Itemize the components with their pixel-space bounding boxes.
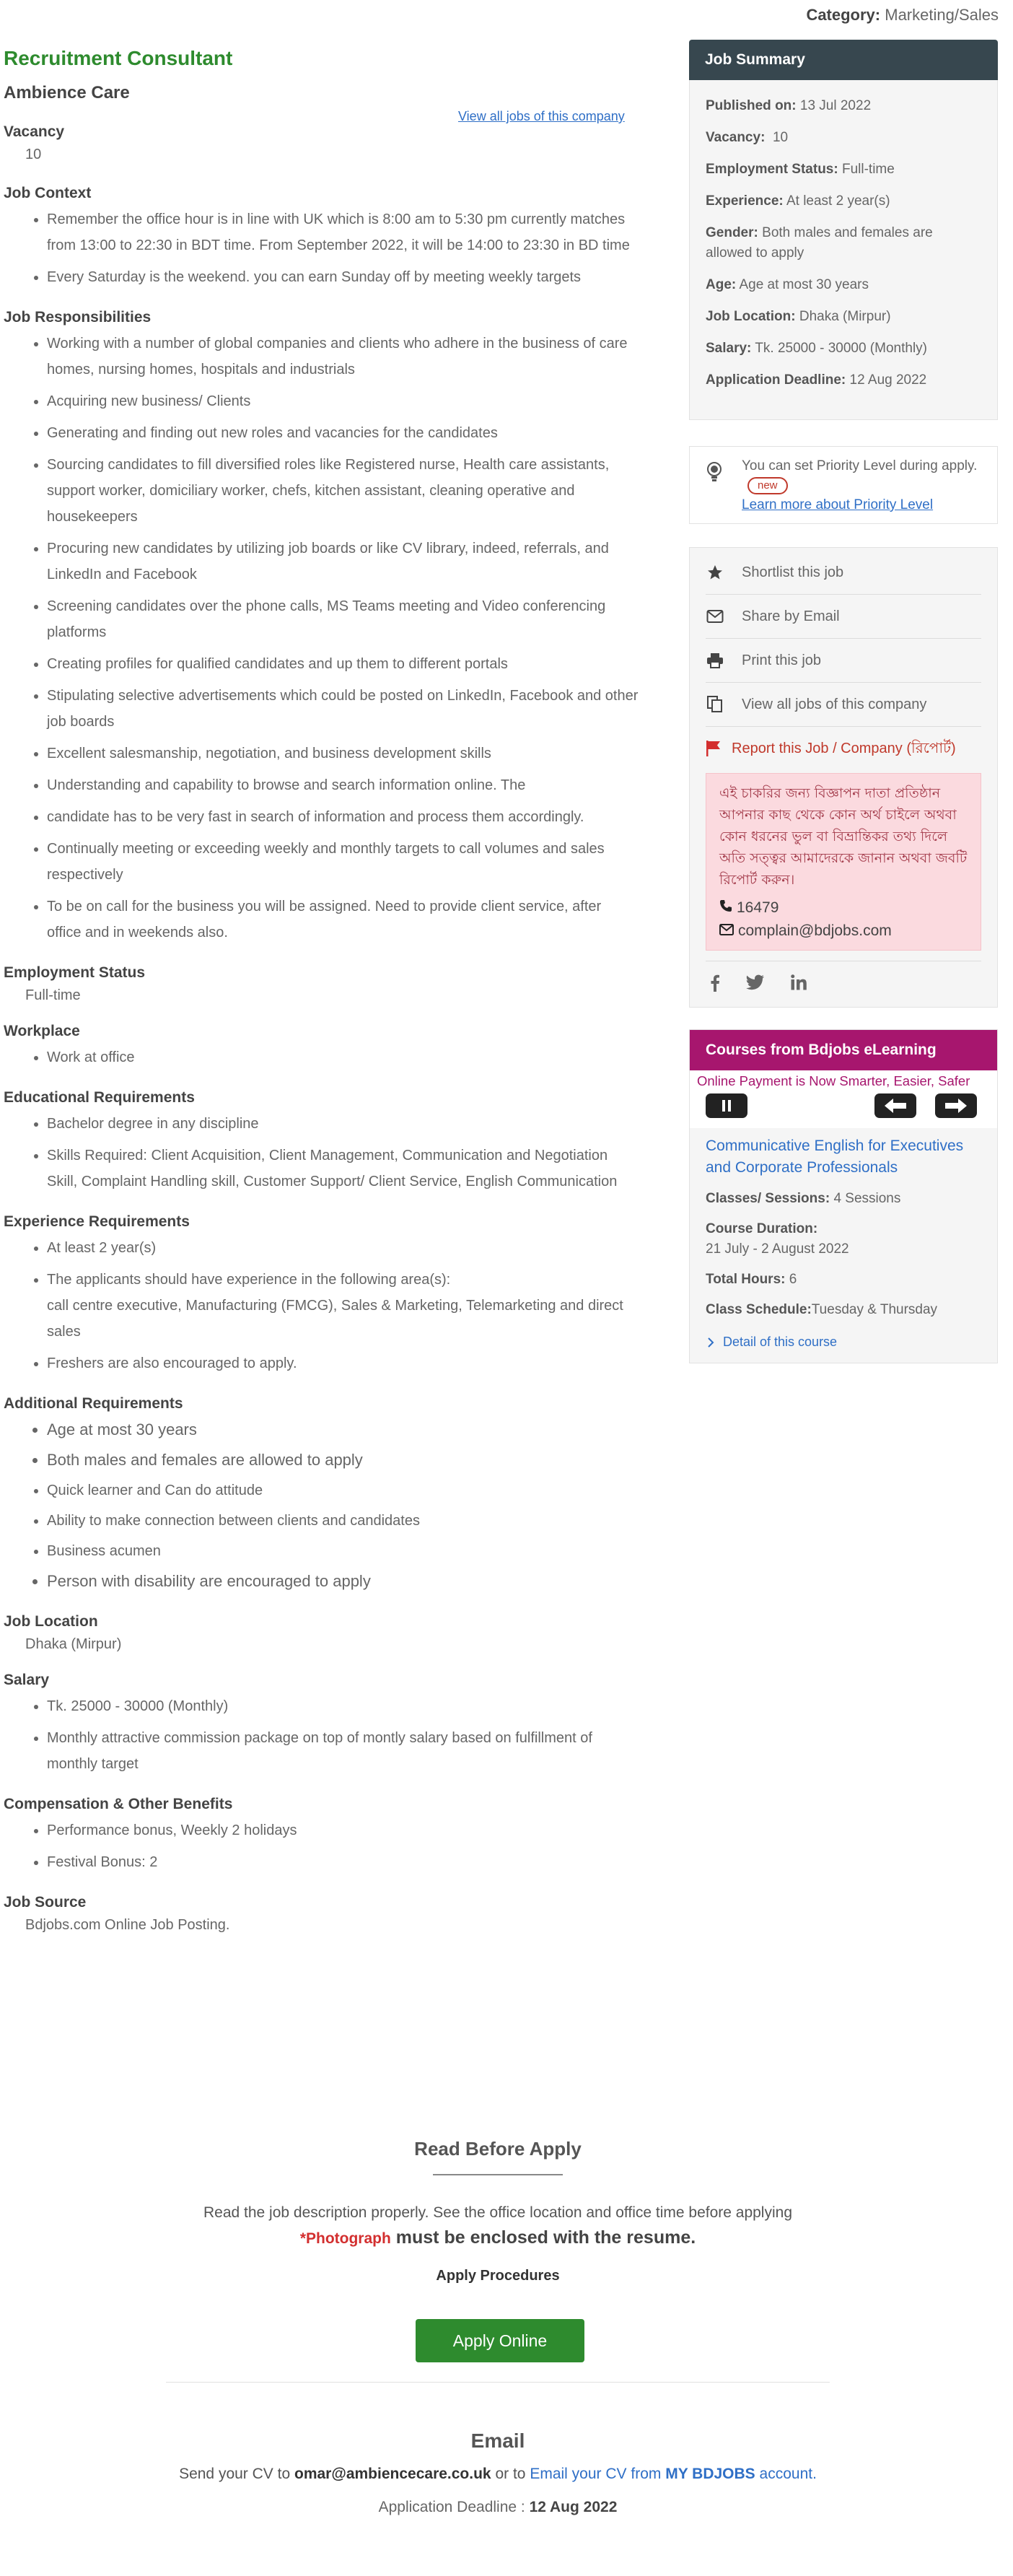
job-title: Recruitment Consultant xyxy=(4,47,233,69)
experience-requirements-section: Experience Requirements • At least 2 year(s) • The applicants should have experience in the following area(s): call centre executive, Manufacturing (FMCG), Sales & Marketing, Telemarketing and direct sales • Freshers are also encouraged to apply. xyxy=(4,1213,639,1376)
linkedin-icon[interactable] xyxy=(791,974,807,995)
job-location-section: Job Location Dhaka (Mirpur) xyxy=(4,1613,122,1652)
list-item: • Understanding and capability to browse and search information online. The xyxy=(47,772,639,798)
list-item: • Quick learner and Can do attitude xyxy=(47,1477,639,1503)
next-button[interactable] xyxy=(935,1093,977,1118)
envelope-icon xyxy=(719,922,734,940)
send-cv-instructions: Send your CV to omar@ambiencecare.co.uk or to Email your CV from MY BDJOBS account. xyxy=(179,2466,817,2482)
arrow-right-icon xyxy=(944,1098,968,1114)
envelope-icon xyxy=(706,608,724,625)
email-cv-link[interactable]: Email your CV from xyxy=(530,2466,662,2482)
priority-level-notice: You can set Priority Level during apply.new Learn more about Priority Level xyxy=(689,446,998,524)
new-badge: new xyxy=(747,477,788,494)
carousel-controls xyxy=(690,1089,997,1128)
photograph-notice: *Photograph must be enclosed with the resume. xyxy=(299,2227,696,2248)
benefits-section: Compensation & Other Benefits • Performance bonus, Weekly 2 holidays • Festival Bonus: 2 xyxy=(4,1796,639,1875)
facebook-icon[interactable] xyxy=(710,974,720,995)
list-item: • To be on call for the business you will be assigned. Need to provide client service, after office and in weekends also. xyxy=(47,894,639,946)
workplace-section: Workplace • Work at office xyxy=(4,1023,639,1070)
list-item: • Business acumen xyxy=(47,1538,639,1564)
vacancy-section: Vacancy 10 xyxy=(4,123,65,162)
twitter-icon[interactable] xyxy=(746,974,765,995)
employment-status-section: Employment Status Full-time xyxy=(4,964,146,1003)
list-item: • Festival Bonus: 2 xyxy=(47,1849,639,1875)
list-item: • Ability to make connection between clients and candidates xyxy=(47,1508,639,1534)
list-item: • At least 2 year(s) xyxy=(47,1235,639,1261)
company-email: omar@ambiencecare.co.uk xyxy=(294,2466,491,2482)
report-notice: এই চাকরির জন্য বিজ্ঞাপন দাতা প্রতিষ্ঠান আপনার কাছ থেকে কোন অর্থ চাইলে অথবা কোন ধরনের ভুল বা বিভ্রান্তিকর তথ্য দিলে অতি সত্ত্বর আমাদেরকে জানান অথবা জবটি রিপোর্ট করুন। 16479 complain@bdjobs.com xyxy=(706,773,981,951)
list-item: • Remember the office hour is in line with UK which is 8:00 am to 5:30 pm currently matches from 13:00 to 22:30 in BDT time. From September 2022, it will be 14:00 to 23:30 in BD time xyxy=(47,206,639,258)
courses-widget: Courses from Bdjobs eLearning Online Payment is Now Smarter, Easier, Safer Communicative English for Executives and Corporate Professionals Classes/ Sessions: 4 Sessions Course Duration: 21 July - 2 August 2022 Total Hours: 6 Class Schedule:Tuesday & Thursday Detail of this course xyxy=(689,1029,998,1363)
chevron-right-icon xyxy=(706,1337,716,1348)
job-context-section: Job Context • Remember the office hour is in line with UK which is 8:00 am to 5:30 pm currently matches from 13:00 to 22:30 in BDT time. From September 2022, it will be 14:00 to 23:30 in BD time • Every Saturday is the weekend. you can earn Sunday off by meeting weekly targets xyxy=(4,185,639,290)
pause-button[interactable] xyxy=(706,1093,747,1118)
job-responsibilities-section: Job Responsibilities • Working with a number of global companies and clients who adhere in the business of care homes, nursing homes, hospitals and industrials • Acquiring new business/ Clients • Generating and finding out new roles and vacancies for the candidates • Sourcing candidates to fill diversified roles like Registered nurse, Health care assistants, support worker, domiciliary worker, chefs, kitchen assistant, cleaning operative and housekeepers • Procuring new candidates by utilizing job boards or like CV library, indeed, referrals, and LinkedIn and Facebook • Screening candidates over the phone calls, MS Teams meeting and Video conferencing platforms • Creating profiles for qualified candidates and up them to different portals • Stipulating selective advertisements which could be posted on LinkedIn, Facebook and other job boards • Excellent salesmanship, negotiation, and business development skills • Understanding and capability to browse and search information online. The • candidate has to be very fast in search of information and process them accordingly. • Continually meeting or exceeding weekly and monthly targets to call volumes and sales respectively • To be on call for the business you will be assigned. Need to provide client service, after office and in weekends also. xyxy=(4,309,639,946)
list-item: • candidate has to be very fast in search of information and process them accordingly. xyxy=(47,804,639,830)
list-item: • Sourcing candidates to fill diversified roles like Registered nurse, Health care assistants, support worker, domiciliary worker, chefs, kitchen assistant, cleaning operative and housekeepers xyxy=(47,452,639,530)
list-item: • Age at most 30 years xyxy=(47,1417,639,1443)
divider xyxy=(433,2174,563,2175)
apply-procedures-heading: Apply Procedures xyxy=(436,2268,560,2284)
additional-requirements-section: Additional Requirements • Age at most 30 years • Both males and females are allowed to apply • Quick learner and Can do attitude • Ability to make connection between clients and candidates • Business acumen • Person with disability are encouraged to apply xyxy=(4,1395,639,1594)
list-item: • Skills Required: Client Acquisition, Client Management, Communication and Negotiation Skill, Complaint Handling skill, Customer Support/ Client Service, English Communication xyxy=(47,1143,639,1195)
sidebar xyxy=(689,40,998,1363)
apply-instructions: Read the job description properly. See the office location and office time before applying xyxy=(203,2204,793,2221)
list-item: • Continually meeting or exceeding weekly and monthly targets to call volumes and sales respectively xyxy=(47,836,639,888)
payment-marquee: Online Payment is Now Smarter, Easier, Safer xyxy=(690,1070,997,1089)
job-details xyxy=(4,47,639,1934)
share-email-button[interactable]: Share by Email xyxy=(706,595,981,639)
list-item: • The applicants should have experience in the following area(s): call centre executive, Manufacturing (FMCG), Sales & Marketing, Telemarketing and direct sales xyxy=(47,1267,639,1345)
job-summary: Published on: 13 Jul 2022 Vacancy: 10 Employment Status: Full-time Experience: At least 2 year(s) Gender: Both males and females are allowed to apply Age: Age at most 30 years Job Location: Dhaka (Mirpur) Salary: Tk. 25000 - 30000 (Monthly) Application Deadline: 12 Aug 2022 xyxy=(689,80,998,420)
flag-icon xyxy=(706,740,722,763)
list-item: • Both males and females are allowed to apply xyxy=(47,1447,639,1473)
list-item: • Bachelor degree in any discipline xyxy=(47,1111,639,1137)
salary-section: Salary • Tk. 25000 - 30000 (Monthly) • Monthly attractive commission package on top of montly salary based on fulfillment of monthly target xyxy=(4,1672,639,1777)
list-item: • Person with disability are encouraged to apply xyxy=(47,1568,639,1594)
pause-icon xyxy=(720,1099,733,1112)
list-item: • Performance bonus, Weekly 2 holidays xyxy=(47,1817,639,1843)
view-all-jobs-link[interactable]: View all jobs of this company xyxy=(458,109,625,123)
apply-online-button[interactable]: Apply Online xyxy=(416,2319,584,2362)
list-item: • Stipulating selective advertisements which could be posted on LinkedIn, Facebook and other job boards xyxy=(47,683,639,735)
list-item: • Acquiring new business/ Clients xyxy=(47,388,639,414)
job-actions xyxy=(689,547,998,1008)
print-button[interactable]: Print this job xyxy=(706,639,981,683)
list-item: • Tk. 25000 - 30000 (Monthly) xyxy=(47,1693,639,1719)
printer-icon xyxy=(706,652,724,669)
company-name: Ambience Care xyxy=(4,83,130,102)
prev-button[interactable] xyxy=(874,1093,916,1118)
course-title-link[interactable]: Communicative English for Executives and Corporate Professionals xyxy=(706,1138,964,1176)
complain-email: complain@bdjobs.com xyxy=(719,922,968,940)
job-source-section: Job Source Bdjobs.com Online Job Posting. xyxy=(4,1894,230,1933)
educational-requirements-section: Educational Requirements • Bachelor degree in any discipline • Skills Required: Client Acquisition, Client Management, Communication and Negotiation Skill, Complaint Handling skill, Customer Support/ Client Service, English Communication xyxy=(4,1089,639,1195)
list-item: • Freshers are also encouraged to apply. xyxy=(47,1350,639,1376)
application-deadline: Application Deadline : 12 Aug 2022 xyxy=(378,2499,618,2515)
priority-level-link[interactable]: Learn more about Priority Level xyxy=(742,497,934,512)
divider xyxy=(166,2382,830,2383)
list-item: • Monthly attractive commission package on top of montly salary based on fulfillment of monthly target xyxy=(47,1725,639,1777)
lightbulb-icon xyxy=(706,461,723,483)
list-item: • Screening candidates over the phone calls, MS Teams meeting and Video conferencing platforms xyxy=(47,593,639,645)
view-all-jobs-button[interactable]: View all jobs of this company xyxy=(706,683,981,727)
list-item: • Procuring new candidates by utilizing job boards or like CV library, indeed, referrals, and LinkedIn and Facebook xyxy=(47,536,639,588)
courses-heading: Courses from Bdjobs eLearning xyxy=(690,1030,997,1070)
list-item: • Generating and finding out new roles and vacancies for the candidates xyxy=(47,420,639,446)
course-detail-link[interactable]: Detail of this course xyxy=(706,1335,981,1350)
phone-icon xyxy=(719,899,732,917)
email-heading: Email xyxy=(470,2429,525,2452)
hotline: 16479 xyxy=(719,899,968,917)
list-item: • Working with a number of global companies and clients who adhere in the business of care homes, nursing homes, hospitals and industrials xyxy=(47,331,639,383)
list-item: • Every Saturday is the weekend. you can earn Sunday off by meeting weekly targets xyxy=(47,264,639,290)
read-before-apply-heading: Read Before Apply xyxy=(414,2138,582,2160)
list-item: • Excellent salesmanship, negotiation, and business development skills xyxy=(47,741,639,767)
category: Category: Marketing/Sales xyxy=(806,6,999,24)
shortlist-button[interactable]: Shortlist this job xyxy=(706,551,981,595)
my-bdjobs-link[interactable]: MY BDJOBS xyxy=(665,2466,755,2482)
job-summary-heading: Job Summary xyxy=(689,40,998,80)
star-icon xyxy=(706,564,724,581)
list-item: • Work at office xyxy=(47,1044,639,1070)
social-share xyxy=(706,961,981,995)
report-job-button[interactable]: Report this Job / Company (রিপোর্ট) xyxy=(706,727,981,770)
list-item: • Creating profiles for qualified candidates and up them to different portals xyxy=(47,651,639,677)
copy-icon xyxy=(706,696,724,713)
arrow-left-icon xyxy=(883,1098,908,1114)
